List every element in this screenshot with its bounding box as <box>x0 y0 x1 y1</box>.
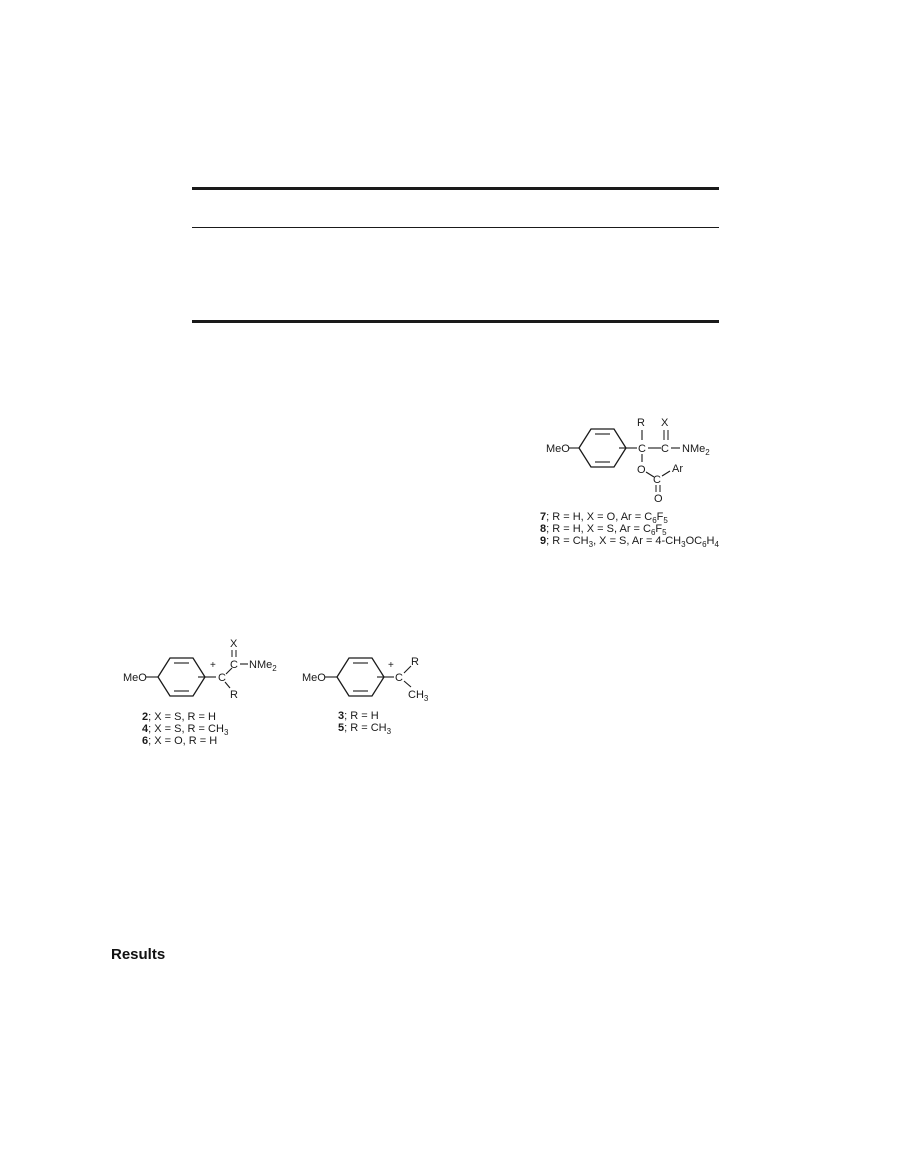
benzene-ring <box>579 429 626 467</box>
legend-line-7: 7; R = H, X = O, $Ar = C_6F_5$ <box>540 511 668 525</box>
ester-legend <box>540 511 719 549</box>
table-header-rule <box>192 227 719 228</box>
plus-charge: + <box>210 660 216 671</box>
legend-line-4: 4; X = S, $R = CH_3$ <box>142 723 229 737</box>
legend-line-9: 9; $R = CH_3$, X = S, $Ar = 4-CH_3OC_6H_4$ <box>540 535 719 549</box>
legend-line-2: 2; X = S, R = H <box>142 711 216 723</box>
atom-c1: C <box>638 443 646 455</box>
atom-meo: MeO <box>123 672 147 684</box>
legend-line-5: 5; $R = CH_3$ <box>338 722 392 736</box>
atom-nme2: NMe$_2$ <box>249 659 277 673</box>
cation-a-structure-figure <box>118 630 308 755</box>
atom-meo: MeO <box>546 443 570 455</box>
benzene-ring <box>158 658 205 696</box>
atom-ch3: $CH_3$ <box>408 689 429 703</box>
cation-a-legend <box>142 711 229 747</box>
ester-structure-figure <box>540 410 740 555</box>
atom-r: R <box>411 656 419 668</box>
cation-b-structure-figure <box>300 640 450 740</box>
legend-line-8: 8; R = H, X = S, $Ar = C_6F_5$ <box>540 523 667 537</box>
atom-c2: C <box>661 443 669 455</box>
atom-x: X <box>661 417 669 429</box>
cation-b-legend <box>338 710 392 736</box>
atom-o-ester: O <box>637 464 646 476</box>
atom-nme2: NMe$_2$ <box>682 443 710 457</box>
atom-c2: C <box>230 659 238 671</box>
table-bottom-rule <box>192 320 719 323</box>
atom-c1: C <box>395 672 403 684</box>
atom-meo: MeO <box>302 672 326 684</box>
atom-o-carbonyl: O <box>654 493 663 505</box>
atom-ar: Ar <box>672 463 683 475</box>
atom-c1: C <box>218 672 226 684</box>
legend-line-3: 3; R = H <box>338 710 379 722</box>
table-top-rule <box>192 187 719 190</box>
plus-charge: + <box>388 660 394 671</box>
benzene-ring <box>337 658 384 696</box>
section-heading-results: Results <box>111 946 166 963</box>
atom-r: R <box>637 417 645 429</box>
atom-c3: C <box>653 474 661 486</box>
atom-x: X <box>230 638 238 650</box>
legend-line-6: 6; X = O, R = H <box>142 735 218 747</box>
atom-r: R <box>230 689 238 701</box>
